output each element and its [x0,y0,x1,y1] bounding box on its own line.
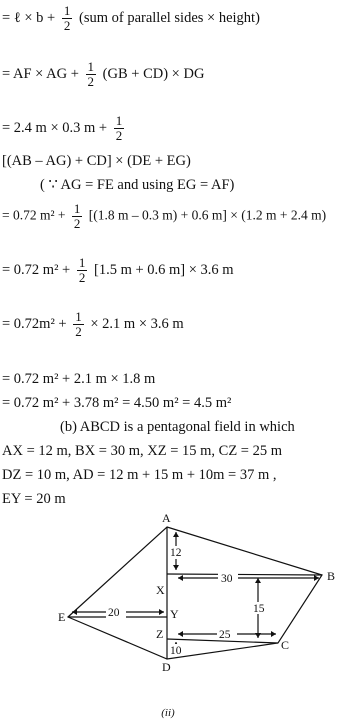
point-b: B [327,569,336,583]
point-x: X [156,583,165,597]
given-line: DZ = 10 m, AD = 12 m + 15 m + 10m = 37 m , [2,467,277,483]
expr-text: [(1.8 m – 0.3 m) + 0.6 m] × (1.2 m + 2.4 m) [85,207,327,223]
point-z: Z [156,627,164,641]
label-ey: 20 [108,607,120,619]
formula-note: ( ∵ AG = FE and using EG = AF) [40,177,235,193]
fraction: $\frac{1}{2}$ [87,59,95,89]
fraction: $\frac{1}{2}$ [63,3,71,33]
expr-text: = 0.72 m² + [2,261,74,278]
expr-text: = 2.4 m × 0.3 m + [2,119,111,136]
point-e: E [58,610,66,624]
formula-line [2,4,260,33]
expr-text: (GB + CD) × DG [99,65,205,82]
expr-text: = AF × AG + [2,65,83,82]
formula-line [2,310,184,339]
offset-xb [167,574,322,575]
given-line: EY = 20 m [2,491,66,507]
fraction: $\frac{1}{2}$ [73,201,81,231]
point-c: C [281,638,290,652]
fraction: $\frac{1}{2}$ [115,113,123,143]
given-line: AX = 12 m, BX = 30 m, XZ = 15 m, CZ = 25 m [2,443,283,459]
expr-text: × 2.1 m × 3.6 m [86,315,184,332]
figure-caption: (ii) [161,707,175,719]
expr-text: = 0.72m² + [2,315,71,332]
label-cz: 25 [219,629,231,641]
pentagon-figure [0,508,362,724]
formula-line [2,202,326,231]
formula-line [2,114,127,143]
label-xz: 15 [253,603,265,615]
label-dz: 10 [170,645,182,657]
expr-text: = ℓ × b + [2,9,59,26]
expr-text: = 0.72 m² + [2,207,69,223]
part-heading: (b) ABCD is a pentagonal field in which [60,419,295,435]
formula-line: = 0.72 m² + 2.1 m × 1.8 m [2,371,156,387]
point-a: A [162,511,171,525]
formula-line: = 0.72 m² + 3.78 m² = 4.50 m² = 4.5 m² [2,395,232,411]
formula-line [2,256,234,285]
formula-line: [(AB – AG) + CD] × (DE + EG) [2,153,191,169]
fraction: $\frac{1}{2}$ [78,255,86,285]
expr-text: [1.5 m + 0.6 m] × 3.6 m [90,261,234,278]
point-d: D [162,660,171,674]
fraction: $\frac{1}{2}$ [75,309,82,339]
label-ax: 12 [170,547,182,559]
point-y: Y [170,607,179,621]
formula-line [2,60,204,89]
label-bx: 30 [221,573,233,585]
expr-text: (sum of parallel sides × height) [75,9,260,26]
